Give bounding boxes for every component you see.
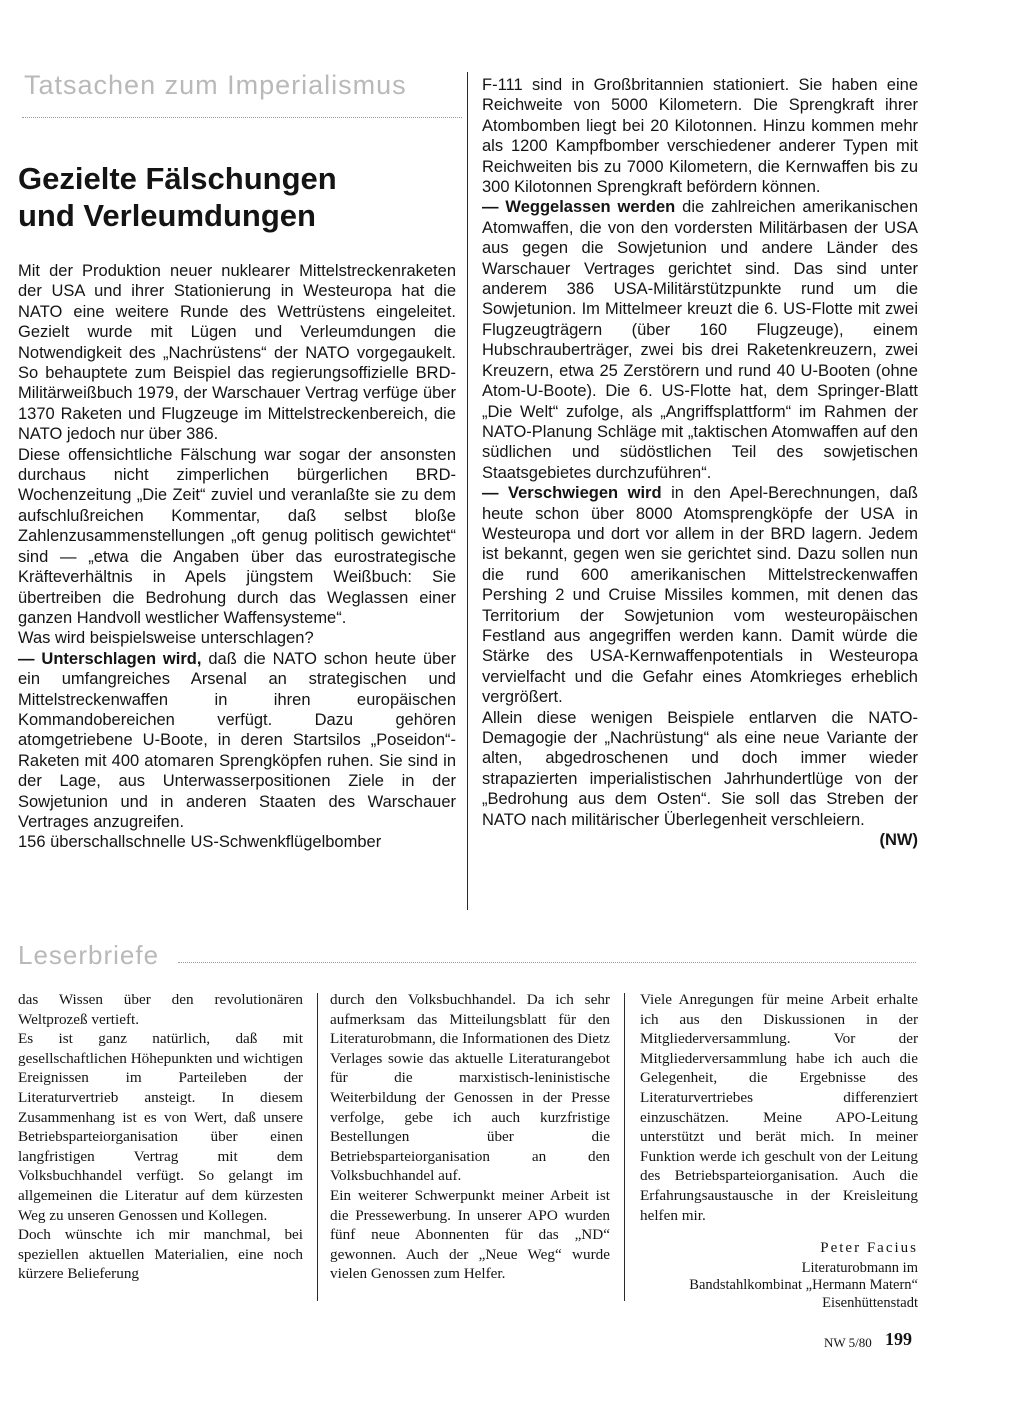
article-paragraph-lead bbox=[482, 197, 918, 483]
article-column-2 bbox=[482, 75, 918, 850]
article-column-divider bbox=[467, 72, 468, 910]
article-paragraph-lead bbox=[18, 649, 456, 833]
letter-paragraph: durch den Volksbuchhandel. Da ich sehr aufmerksam das Mitteilungsblatt für den Literaturobmann, die Informationen des Dietz Verlages sowie das aktuelle Literaturangebot für die marxistisch-leninistische Weiterbildung der Genossen in der Presse verfolge, gebe ich auch kurzfristige Bestellungen über die Betriebsparteiorganisation an den Volksbuchhandel auf. bbox=[330, 991, 610, 1185]
rubric-facts-on-imperialism: Tatsachen zum Imperialismus bbox=[24, 70, 407, 100]
lead-in-bold: — Weggelassen werden bbox=[482, 198, 676, 217]
issue-number: NW 5/80 bbox=[824, 1335, 872, 1350]
letter-author-company: Bandstahlkombinat „Hermann Matern“ bbox=[689, 1277, 918, 1293]
lead-in-text: in den Apel-Berechnungen, daß heute schon über 8000 Atomsprengköpfe der USA in Westeuropa und dort vor allem in der BRD lagern. Jedem ist bekannt, gegen wen sie gerichtet sind. Dazu sollen nun die rund 600 amerikanischen Mittelstreckenwaffen Pershing 2 und Cruise Missiles kommen, mit denen das Territorium der Sowjetunion vom westeuropäischen Festland aus angegriffen werden kann. Damit würde die Stärke des USA-Kernwaffenpotentials in Westeuropa vervielfacht und die Gefahr eines Atomkrieges erheblich vergrößert. bbox=[482, 484, 919, 707]
headline-line-1: Gezielte Fälschungen bbox=[18, 161, 337, 196]
letter-author-city: Eisenhüttenstadt bbox=[822, 1294, 918, 1311]
letter-author-role: Literaturobmann im bbox=[801, 1259, 918, 1276]
article-paragraph: F-111 sind in Großbritannien stationiert. Sie haben eine Reichweite von 5000 Kilometern. Die Sprengkraft ihrer Atombomben liegt bei 20 Kilotonnen. Hinzu kommen mehr als 1200 Kampfbomber verschiedener anderer Typen mit Reichweiten bis zu 7000 Kilometern, die Kernwaffen bis zu 300 Kilotonnen Sprengkraft befördern können. bbox=[482, 76, 918, 197]
article-headline bbox=[18, 160, 458, 234]
letter-paragraph: Ein weiterer Schwerpunkt meiner Arbeit ist die Pressewerbung. In unserer APO wurden fünf neue Abonnenten für das „ND“ gewonnen. Auch der „Neue Weg“ wurde vielen Genossen zum Helfer. bbox=[330, 1186, 610, 1283]
rubric-dotted-rule-bottom bbox=[178, 962, 916, 963]
letter-paragraph: das Wissen über den revolutionären Weltprozeß vertieft. bbox=[18, 991, 303, 1028]
letter-author-name: Peter Facius bbox=[820, 1240, 918, 1256]
rubric-letters: Leserbriefe bbox=[18, 940, 160, 970]
article-paragraph: Diese offensichtliche Fälschung war sogar der ansonsten durchaus nicht zimperlichen bürgerlichen BRD-Wochenzeitung „Die Zeit“ zuviel und veranlaßte sie zu dem aufschlußreichen Kommentar, daß selbst bloße Zahlenzusammenstellungen „oft genug politisch gewichtet“ sind — „etwa die Angaben über das eurostrategische Kräfteverhältnis in Apels jüngstem Weißbuch: Sie übertreiben die Bedrohung durch das Weglassen einer ganzen Handvoll westlicher Waffensysteme“. bbox=[18, 445, 456, 627]
letter-column-1 bbox=[18, 990, 303, 1284]
article-signature: (NW) bbox=[879, 831, 918, 850]
letter-paragraph: Doch wünschte ich mir manchmal, bei speziellen aktuellen Materialien, eine noch kürzere Belieferung bbox=[18, 1226, 303, 1283]
lead-in-bold: — Unterschlagen wird, bbox=[18, 649, 202, 668]
letter-column-divider-1 bbox=[317, 993, 318, 1301]
headline-line-2: und Verleumdungen bbox=[18, 198, 316, 233]
letter-paragraph: Viele Anregungen für meine Arbeit erhalte ich aus den Diskussionen in der Mitgliederversammlung. Vor der Mitgliederversammlung habe ich auch die Gelegenheit, die Ergebnisse des Literaturvertriebes differenziert einzuschätzen. Meine APO-Leitung unterstützt und berät mich. In meiner Funktion werde ich geschult von der Leitung des Betriebsparteiorganisation. Auch die Erfahrungsaustausche in der Kreisleitung helfen mir. bbox=[640, 991, 918, 1224]
article-paragraph: Mit der Produktion neuer nuklearer Mittelstreckenraketen der USA und ihrer Stationierung in Westeuropa hat die NATO eine weitere Runde des Wettrüstens eingeleitet. Gezielt wurde mit Lügen und Verleumdungen die Notwendigkeit des „Nachrüstens“ der NATO vorgegaukelt. So behauptete zum Beispiel das regierungsoffizielle BRD-Militärweißbuch 1979, der Warschauer Vertrag verfüge über 1370 Raketen und Flugzeuge im Mittelstreckenbereich, die NATO jedoch nur über 386. bbox=[18, 262, 456, 444]
letter-paragraph: Es ist ganz natürlich, daß mit gesellschaftlichen Höhepunkten und wichtigen Ereignissen im Parteileben der Literaturvertrieb ansteigt. In diesem Zusammenhang ist es von Wert, daß unsere Betriebsparteiorganisation über einen langfristigen Vertrag mit dem Volksbuchhandel verfügt. So gelangt im allgemeinen die Literatur auf dem kürzesten Weg zu unseren Genossen und Kollegen. bbox=[18, 1030, 303, 1224]
lead-in-text: die zahlreichen amerikanischen Atomwaffen, die von den vordersten Militärbasen der USA aus gegen die Sowjetunion und andere Länder des Warschauer Vertrages gerichtet sind. Das sind unter anderem 386 USA-Militärstützpunkte rund um die Sowjetunion. Im Mittelmeer kreuzt die 6. US-Flotte mit zwei Flugzeugträgern (über 160 Flugzeuge), einem Hubschrauberträger, zwei bis drei Raketenkreuzern, zwei Kreuzern, etwa 25 Zerstörern und rund 40 U-Booten (ohne Atom-U-Boote). Die 6. US-Flotte hat, dem Springer-Blatt „Die Welt“ zufolge, als „Angriffsplattform“ im Rahmen der NATO-Planung Schläge mit „taktischen Atomwaffen auf den südlichen und südöstlichen Teil des sowjetischen Staatsgebietes durchzuführen“. bbox=[482, 198, 918, 482]
page-number: 199 bbox=[885, 1329, 912, 1349]
article-paragraph: 156 überschallschnelle US-Schwenkflügelbomber bbox=[18, 833, 382, 852]
letter-signature bbox=[620, 1240, 918, 1312]
article-paragraph: Was wird beispielsweise unterschlagen? bbox=[18, 629, 314, 648]
lead-in-bold: — Verschwiegen wird bbox=[482, 484, 662, 503]
letter-column-2 bbox=[330, 990, 610, 1284]
article-paragraph-lead bbox=[482, 483, 918, 707]
letter-column-3 bbox=[640, 990, 918, 1225]
article-column-1 bbox=[18, 261, 456, 853]
article-paragraph: Allein diese wenigen Beispiele entlarven die NATO-Demagogie der „Nachrüstung“ als eine neue Variante der alten, abgedroschenen und doch immer wieder strapazierten imperialistischen Jahrhundertlüge von der „Bedrohung aus dem Osten“. Sie soll das Streben der NATO nach militärischer Überlegenheit verschleiern. bbox=[482, 708, 918, 829]
rubric-dotted-rule-top bbox=[22, 117, 462, 118]
lead-in-text: daß die NATO schon heute über ein umfangreiches Arsenal an strategischen und Mittelstreckenwaffen in ihren europäischen Kommandobereichen verfügt. Dazu gehören atomgetriebene U-Boote, in deren Startsilos „Poseidon“-Raketen mit 400 atomaren Sprengköpfen ruhen. Sie sind in der Lage, aus Unterwasserpositionen Ziele in der Sowjetunion und in anderen Staaten des Warschauer Vertrages anzugreifen. bbox=[18, 649, 456, 831]
